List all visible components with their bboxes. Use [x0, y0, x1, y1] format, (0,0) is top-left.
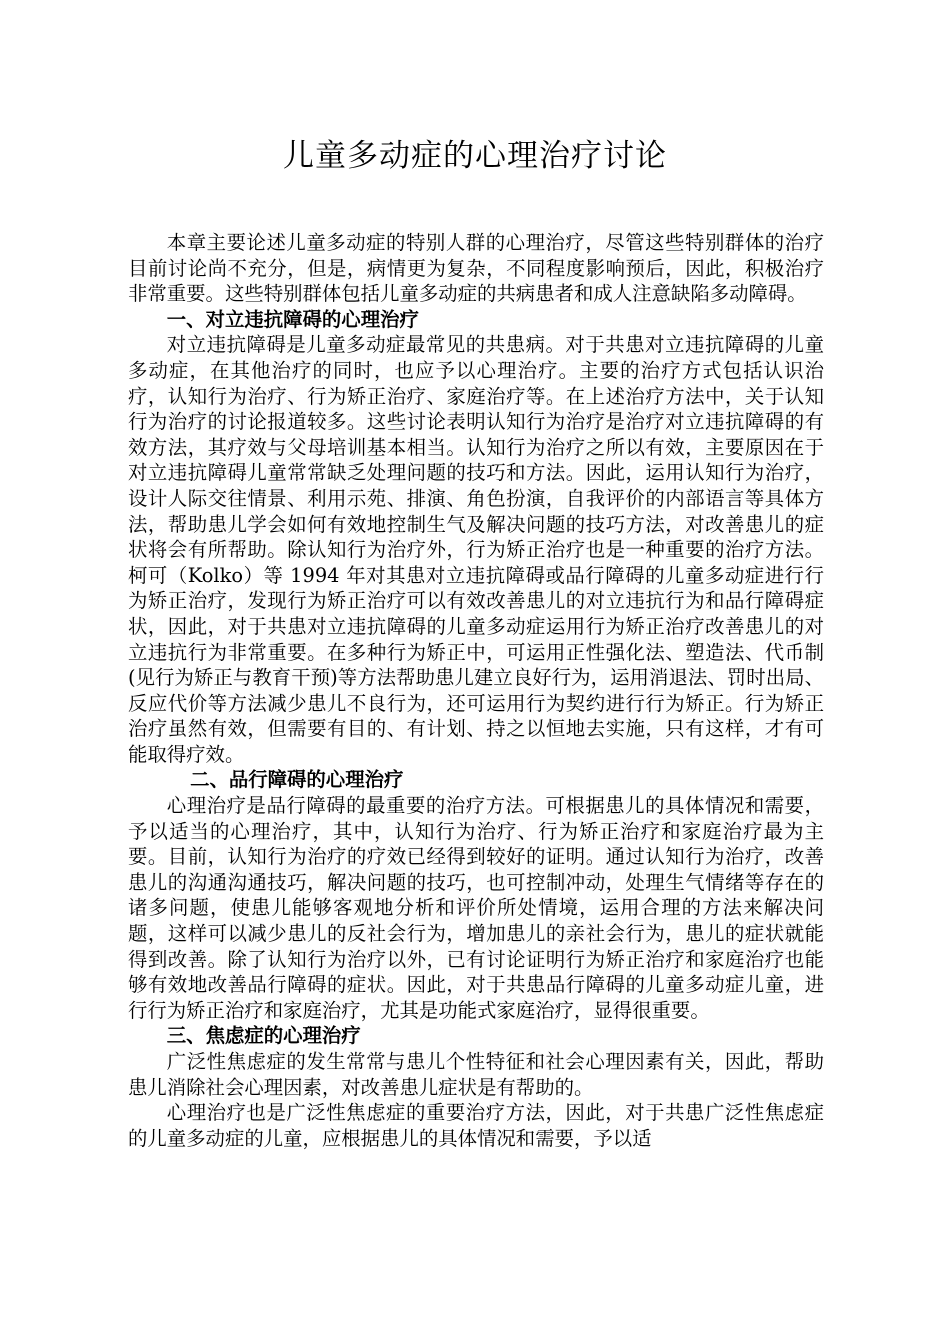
intro-paragraph: 本章主要论述儿童多动症的特别人群的心理治疗，尽管这些特别群体的治疗目前讨论尚不充分，但是，病情更为复杂，不同程度影响预后，因此，积极治疗非常重要。这些特别群体包括儿童多动症的共病患者和成人注意缺陷多动障碍。 [128, 231, 824, 306]
section-heading-odd: 一、对立违抗障碍的心理治疗 [166, 307, 419, 331]
section-heading-conduct: 二、品行障碍的心理治疗 [190, 768, 404, 792]
section-heading-anxiety: 三、焦虑症的心理治疗 [166, 1024, 361, 1048]
document-body [128, 230, 824, 1151]
section-anxiety-paragraph-2: 心理治疗也是广泛性焦虑症的重要治疗方法，因此，对于共患广泛性焦虑症的儿童多动症的儿童，应根据患儿的具体情况和需要，予以适 [128, 1101, 824, 1150]
section-conduct-paragraph: 心理治疗是品行障碍的最重要的治疗方法。可根据患儿的具体情况和需要，予以适当的心理治疗，其中，认知行为治疗、行为矫正治疗和家庭治疗最为主要。目前，认知行为治疗的疗效已经得到较好的证明。通过认知行为治疗，改善患儿的沟通沟通技巧，解决问题的技巧，也可控制冲动，处理生气情绪等存在的诸多问题，使患儿能够客观地分析和评价所处情境，运用合理的方法来解决问题，这样可以减少患儿的反社会行为，增加患儿的亲社会行为，患儿的症状就能得到改善。除了认知行为治疗以外，已有讨论证明行为矫正治疗和家庭治疗也能够有效地改善品行障碍的症状。因此，对于共患品行障碍的儿童多动症儿童，进行行为矫正治疗和家庭治疗，尤其是功能式家庭治疗，显得很重要。 [128, 794, 824, 1022]
section-odd-paragraph: 对立违抗障碍是儿童多动症最常见的共患病。对于共患对立违抗障碍的儿童多动症，在其他治疗的同时，也应予以心理治疗。主要的治疗方式包括认识治疗，认知行为治疗、行为矫正治疗、家庭治疗等。在上述治疗方法中，关于认知行为治疗的讨论报道较多。这些讨论表明认知行为治疗是治疗对立违抗障碍的有效方法，其疗效与父母培训基本相当。认知行为治疗之所以有效，主要原因在于对立违抗障碍儿童常常缺乏处理问题的技巧和方法。因此，运用认知行为治疗，设计人际交往情景、利用示苑、排演、角色扮演，自我评价的内部语言等具体方法，帮助患儿学会如何有效地控制生气及解决问题的技巧方法，对改善患儿的症状将会有所帮助。除认知行为治疗外，行为矫正治疗也是一种重要的治疗方法。柯可（Kolko）等 1994 年对其患对立违抗障碍或品行障碍的儿童多动症进行行为矫正治疗，发现行为矫正治疗可以有效改善患儿的对立违抗行为和品行障碍症状，因此，对于共患对立违抗障碍的儿童多动症运用行为矫正治疗改善患儿的对立违抗行为非常重要。在多种行为矫正中，可运用正性强化法、塑造法、代币制(见行为矫正与教育干预)等方法帮助患儿建立良好行为，运用消退法、罚时出局、反应代价等方法减少患儿不良行为，还可运用行为契约进行行为矫正。行为矫正治疗虽然有效，但需要有目的、有计划、持之以恒地去实施，只有这样，才有可能取得疗效。 [128, 333, 824, 766]
document-title: 儿童多动症的心理治疗讨论 [283, 138, 667, 174]
section-anxiety-paragraph-1: 广泛性焦虑症的发生常常与患儿个性特征和社会心理因素有关，因此，帮助患儿消除社会心理因素，对改善患儿症状是有帮助的。 [128, 1050, 824, 1099]
